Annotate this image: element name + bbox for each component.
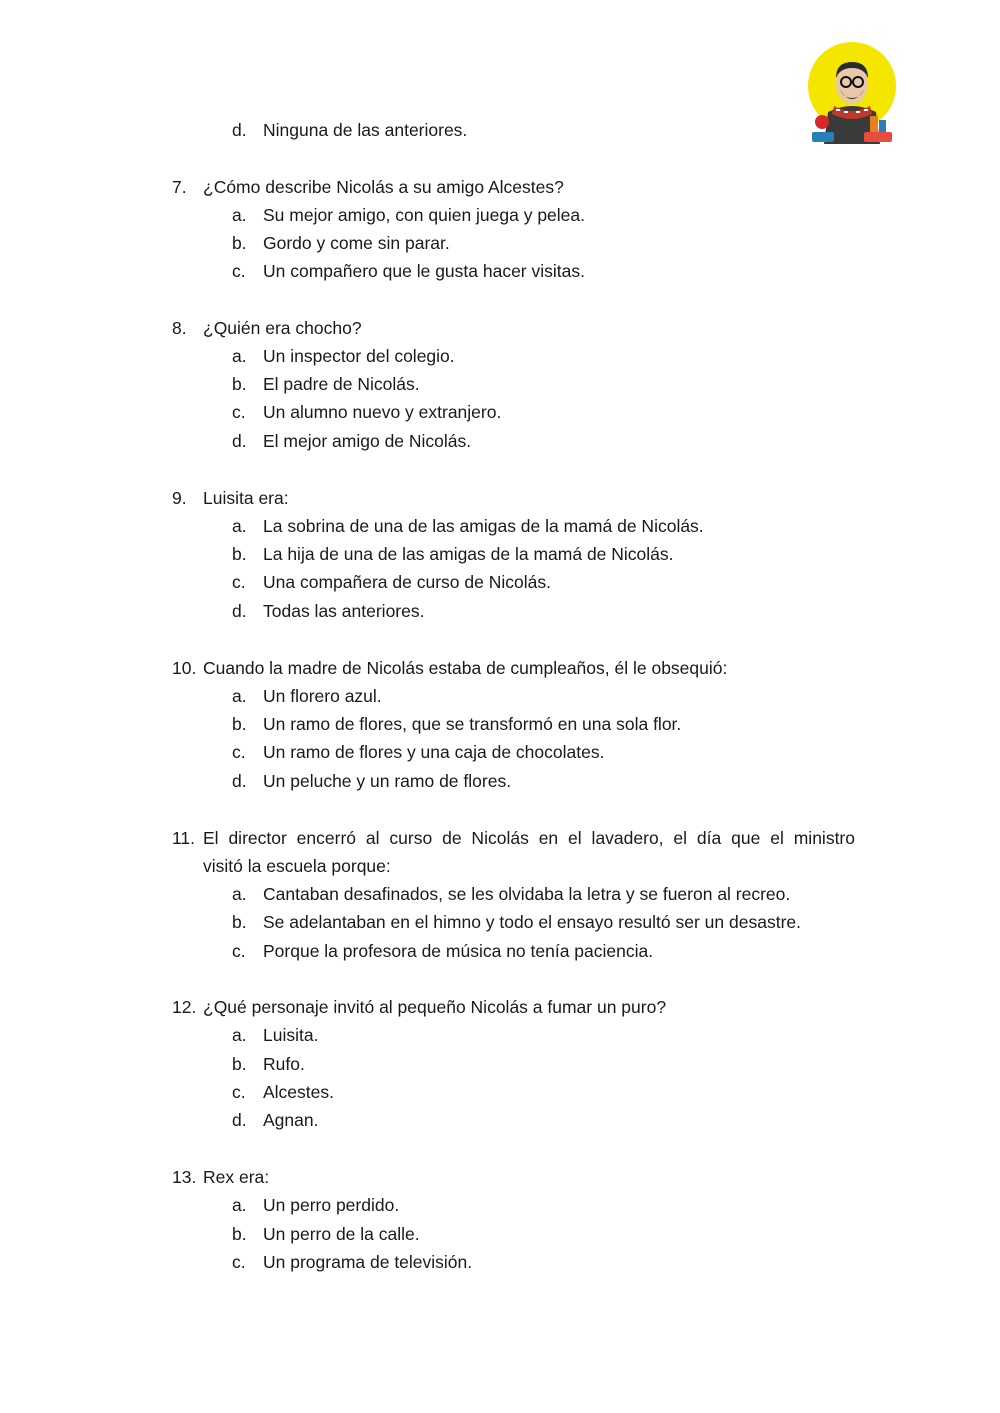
option-letter: b.: [232, 374, 247, 394]
option-item: [0, 682, 1000, 710]
option-item: [0, 116, 1000, 144]
option-text: El padre de Nicolás.: [263, 374, 420, 394]
question-number: 11.: [172, 828, 196, 848]
option-letter: c.: [232, 1252, 246, 1272]
question-text-continued: visitó la escuela porque:: [203, 856, 391, 876]
option-item: [0, 342, 1000, 370]
option-item: [0, 540, 1000, 568]
option-letter: d.: [232, 431, 247, 451]
option-text: Agnan.: [263, 1110, 319, 1130]
question-text: El director encerró al curso de Nicolás en el lavadero, el día que el ministro: [203, 828, 855, 848]
question-stem: [0, 173, 1000, 201]
option-letter: b.: [232, 912, 247, 932]
question-stem: [0, 993, 1000, 1021]
question-number: 10.: [172, 658, 197, 678]
option-text: La sobrina de una de las amigas de la mamá de Nicolás.: [263, 516, 704, 536]
question-stem: [0, 824, 1000, 852]
question-stem: [0, 1163, 1000, 1191]
question-number: 9.: [172, 488, 187, 508]
option-text: Un florero azul.: [263, 686, 382, 706]
option-item: [0, 398, 1000, 426]
option-text: Cantaban desafinados, se les olvidaba la letra y se fueron al recreo.: [263, 884, 791, 904]
option-item: [0, 908, 1000, 936]
option-letter: c.: [232, 261, 246, 281]
option-text: El mejor amigo de Nicolás.: [263, 431, 472, 451]
option-text: Se adelantaban en el himno y todo el ensayo resultó ser un desastre.: [263, 912, 801, 932]
option-letter: a.: [232, 1195, 247, 1215]
option-letter: b.: [232, 714, 247, 734]
option-letter: a.: [232, 884, 247, 904]
question-stem-continued: [0, 852, 1000, 880]
option-text: Luisita.: [263, 1025, 319, 1045]
question-text: Rex era:: [203, 1167, 270, 1187]
option-letter: d.: [232, 1110, 247, 1130]
option-item: [0, 257, 1000, 285]
option-text: Un inspector del colegio.: [263, 346, 455, 366]
option-item: [0, 767, 1000, 795]
option-letter: a.: [232, 516, 247, 536]
option-item: [0, 880, 1000, 908]
option-text: Un compañero que le gusta hacer visitas.: [263, 261, 585, 281]
option-text: Un peluche y un ramo de flores.: [263, 771, 512, 791]
question-stem: [0, 484, 1000, 512]
option-item: [0, 738, 1000, 766]
option-item: [0, 370, 1000, 398]
option-item: [0, 710, 1000, 738]
option-letter: a.: [232, 346, 247, 366]
question-text: ¿Quién era chocho?: [203, 318, 362, 338]
option-text: Un perro de la calle.: [263, 1224, 420, 1244]
option-text: Alcestes.: [263, 1082, 334, 1102]
option-item: [0, 1078, 1000, 1106]
question-text: Luisita era:: [203, 488, 289, 508]
question-stem: [0, 314, 1000, 342]
option-letter: c.: [232, 941, 246, 961]
option-letter: d.: [232, 120, 247, 140]
option-text: Una compañera de curso de Nicolás.: [263, 572, 551, 592]
option-text: Su mejor amigo, con quien juega y pelea.: [263, 205, 586, 225]
question-stem: [0, 654, 1000, 682]
option-text: Un ramo de flores, que se transformó en una sola flor.: [263, 714, 682, 734]
option-letter: b.: [232, 233, 247, 253]
option-text: Ninguna de las anteriores.: [263, 120, 468, 140]
question-number: 7.: [172, 177, 187, 197]
option-text: La hija de una de las amigas de la mamá de Nicolás.: [263, 544, 674, 564]
option-item: [0, 201, 1000, 229]
option-item: [0, 1248, 1000, 1276]
option-text: Un perro perdido.: [263, 1195, 400, 1215]
question-text: ¿Cómo describe Nicolás a su amigo Alcestes?: [203, 177, 564, 197]
question-number: 12.: [172, 997, 197, 1017]
option-item: [0, 1191, 1000, 1219]
question-text: Cuando la madre de Nicolás estaba de cumpleaños, él le obsequió:: [203, 658, 728, 678]
option-text: Porque la profesora de música no tenía paciencia.: [263, 941, 654, 961]
option-item: [0, 937, 1000, 965]
option-letter: c.: [232, 572, 246, 592]
option-letter: b.: [232, 1054, 247, 1074]
option-letter: c.: [232, 742, 246, 762]
option-item: [0, 427, 1000, 455]
option-text: Todas las anteriores.: [263, 601, 425, 621]
option-letter: b.: [232, 1224, 247, 1244]
option-text: Un ramo de flores y una caja de chocolates.: [263, 742, 605, 762]
option-letter: d.: [232, 771, 247, 791]
option-letter: a.: [232, 686, 247, 706]
option-letter: c.: [232, 1082, 246, 1102]
option-item: [0, 597, 1000, 625]
question-number: 8.: [172, 318, 187, 338]
question-number: 13.: [172, 1167, 197, 1187]
option-item: [0, 512, 1000, 540]
option-item: [0, 229, 1000, 257]
option-text: Un alumno nuevo y extranjero.: [263, 402, 502, 422]
option-item: [0, 568, 1000, 596]
option-item: [0, 1106, 1000, 1134]
option-item: [0, 1050, 1000, 1078]
option-text: Rufo.: [263, 1054, 305, 1074]
option-letter: d.: [232, 601, 247, 621]
option-text: Un programa de televisión.: [263, 1252, 473, 1272]
option-text: Gordo y come sin parar.: [263, 233, 450, 253]
option-letter: b.: [232, 544, 247, 564]
question-text: ¿Qué personaje invitó al pequeño Nicolás a fumar un puro?: [203, 997, 667, 1017]
option-letter: c.: [232, 402, 246, 422]
option-item: [0, 1220, 1000, 1248]
option-letter: a.: [232, 1025, 247, 1045]
option-item: [0, 1021, 1000, 1049]
option-letter: a.: [232, 205, 247, 225]
